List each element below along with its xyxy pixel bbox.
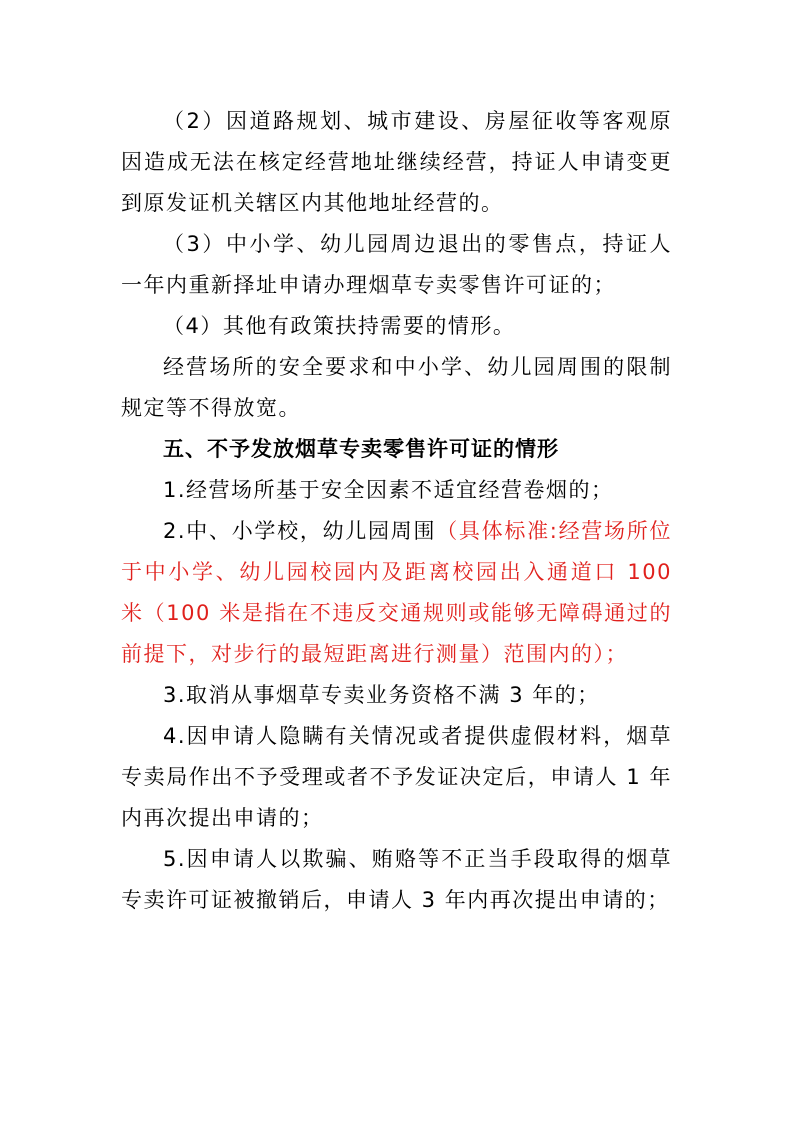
list-item-5: 5.因申请人以欺骗、贿赂等不正当手段取得的烟草专卖许可证被撤销后，申请人 3 年内再次提出申请的；: [121, 847, 672, 912]
paragraph-item-4: （4）其他有政策扶持需要的情形。: [163, 314, 516, 338]
paragraph-policy-note: 经营场所的安全要求和中小学、幼儿园周围的限制规定等不得放宽。: [121, 355, 672, 420]
list-item-3: 3.取消从事烟草专卖业务资格不满 3 年的；: [163, 683, 600, 707]
list-item-4: 4.因申请人隐瞒有关情况或者提供虚假材料，烟草专卖局作出不予受理或者不予发证决定后，申请人 1 年内再次提出申请的；: [121, 724, 672, 830]
paragraph-item-2: （2）因道路规划、城市建设、房屋征收等客观原因造成无法在核定经营地址继续经营，持证人申请变更到原发证机关辖区内其他地址经营的。: [121, 109, 672, 215]
paragraph-item-3: （3）中小学、幼儿园周边退出的零售点，持证人一年内重新择址申请办理烟草专卖零售许可证的；: [121, 232, 672, 297]
list-item-2: [121, 511, 672, 675]
list-item-1: 1.经营场所基于安全因素不适宜经营卷烟的；: [163, 478, 614, 502]
list-item-2-prefix: 2.中、小学校，幼儿园周围: [163, 519, 437, 543]
section-heading: 五、不予发放烟草专卖零售许可证的情形: [163, 437, 559, 461]
list-item-2-standard: （具体标准:经营场所位于中小学、幼儿园校园内及距离校园出入通道口 100 米（100 米是指在不违反交通规则或能够无障碍通过的前提下，对步行的最短距离进行测量）范围内的）；: [121, 519, 672, 666]
